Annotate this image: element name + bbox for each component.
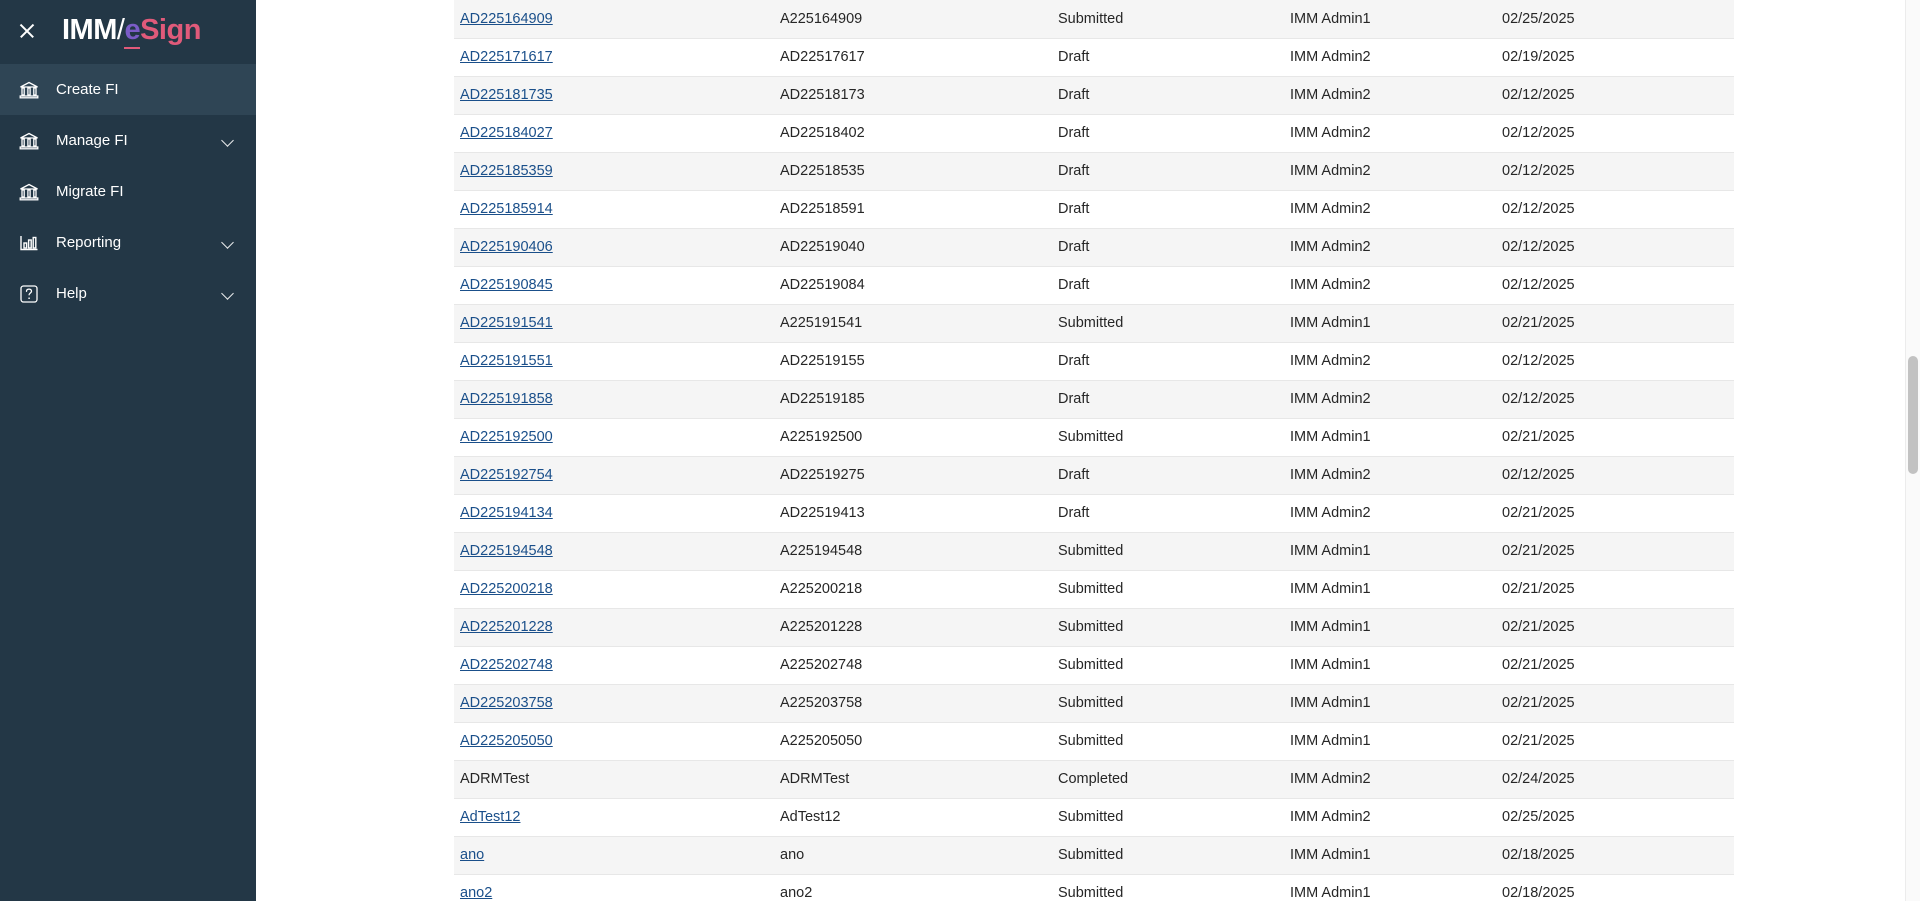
cell-name [454, 836, 774, 874]
cell-id: A225202748 [774, 646, 1052, 684]
cell-status: Submitted [1052, 418, 1284, 456]
cell-owner: IMM Admin1 [1284, 684, 1496, 722]
cell-date: 02/24/2025 [1496, 760, 1734, 798]
cell-name [454, 0, 774, 38]
cell-id: AD22517617 [774, 38, 1052, 76]
cell-id: ano2 [774, 874, 1052, 901]
cell-date: 02/25/2025 [1496, 798, 1734, 836]
sidebar [0, 0, 256, 901]
table-row [454, 760, 1734, 798]
cell-owner: IMM Admin1 [1284, 646, 1496, 684]
cell-name [454, 304, 774, 342]
cell-name [454, 190, 774, 228]
cell-date: 02/21/2025 [1496, 570, 1734, 608]
cell-date: 02/12/2025 [1496, 456, 1734, 494]
table-row [454, 304, 1734, 342]
cell-date: 02/12/2025 [1496, 266, 1734, 304]
logo-slash: / [116, 13, 125, 46]
cell-status: Draft [1052, 228, 1284, 266]
cell-id: AdTest12 [774, 798, 1052, 836]
cell-status: Draft [1052, 38, 1284, 76]
document-link[interactable]: AD225190406 [460, 239, 553, 255]
cell-date: 02/25/2025 [1496, 0, 1734, 38]
table-row [454, 114, 1734, 152]
document-link[interactable]: AD225192754 [460, 467, 553, 483]
bar-chart-icon [16, 234, 42, 252]
document-link[interactable]: AD225194134 [460, 505, 553, 521]
document-link[interactable]: AD225191858 [460, 391, 553, 407]
cell-status: Submitted [1052, 570, 1284, 608]
cell-status: Submitted [1052, 532, 1284, 570]
cell-date: 02/21/2025 [1496, 304, 1734, 342]
cell-status: Draft [1052, 342, 1284, 380]
cell-date: 02/18/2025 [1496, 874, 1734, 901]
cell-owner: IMM Admin1 [1284, 304, 1496, 342]
cell-id: AD22519275 [774, 456, 1052, 494]
cell-owner: IMM Admin1 [1284, 570, 1496, 608]
table-row [454, 380, 1734, 418]
cell-date: 02/21/2025 [1496, 684, 1734, 722]
cell-owner: IMM Admin1 [1284, 608, 1496, 646]
table-row [454, 266, 1734, 304]
cell-id: A225194548 [774, 532, 1052, 570]
cell-status: Draft [1052, 266, 1284, 304]
table-row [454, 874, 1734, 901]
table-row [454, 228, 1734, 266]
cell-owner: IMM Admin2 [1284, 380, 1496, 418]
cell-date: 02/21/2025 [1496, 532, 1734, 570]
document-link[interactable]: AD225191551 [460, 353, 553, 369]
table-row [454, 494, 1734, 532]
document-link[interactable]: ano2 [460, 885, 493, 901]
cell-owner: IMM Admin1 [1284, 532, 1496, 570]
main-content [256, 0, 1920, 901]
document-link[interactable]: AD225185359 [460, 163, 553, 179]
cell-owner: IMM Admin2 [1284, 38, 1496, 76]
bank-icon [16, 183, 42, 201]
table-row [454, 342, 1734, 380]
cell-name [454, 570, 774, 608]
cell-owner: IMM Admin2 [1284, 152, 1496, 190]
sidebar-item-label: Help [56, 285, 87, 302]
table-row [454, 570, 1734, 608]
cell-name [454, 494, 774, 532]
document-link[interactable]: AD225181735 [460, 87, 553, 103]
documents-table [454, 0, 1734, 901]
cell-date: 02/19/2025 [1496, 38, 1734, 76]
cell-owner: IMM Admin2 [1284, 228, 1496, 266]
bank-icon [16, 132, 42, 150]
table-row [454, 0, 1734, 38]
cell-status: Submitted [1052, 798, 1284, 836]
bank-icon [16, 81, 42, 99]
cell-name [454, 798, 774, 836]
document-link[interactable]: AD225194548 [460, 543, 553, 559]
cell-name [454, 76, 774, 114]
cell-date: 02/21/2025 [1496, 418, 1734, 456]
document-link[interactable]: AD225203758 [460, 695, 553, 711]
table-row [454, 532, 1734, 570]
table-row [454, 456, 1734, 494]
cell-owner: IMM Admin1 [1284, 836, 1496, 874]
table-row [454, 608, 1734, 646]
sidebar-item-create-fi[interactable] [0, 64, 256, 115]
cell-owner: IMM Admin2 [1284, 760, 1496, 798]
cell-id: A225203758 [774, 684, 1052, 722]
cell-owner: IMM Admin2 [1284, 342, 1496, 380]
cell-name [454, 532, 774, 570]
cell-owner: IMM Admin1 [1284, 722, 1496, 760]
document-link[interactable]: AD225164909 [460, 10, 553, 27]
cell-owner: IMM Admin2 [1284, 798, 1496, 836]
cell-status: Submitted [1052, 646, 1284, 684]
document-link[interactable]: AD225201228 [460, 619, 553, 635]
document-name: ADRMTest [460, 771, 530, 787]
table-row [454, 190, 1734, 228]
cell-owner: IMM Admin1 [1284, 418, 1496, 456]
cell-date: 02/12/2025 [1496, 152, 1734, 190]
document-link[interactable]: ano [460, 847, 485, 863]
cell-name [454, 342, 774, 380]
sidebar-nav [0, 64, 256, 319]
cell-status: Submitted [1052, 0, 1284, 38]
documents-table-wrapper [454, 0, 1734, 901]
cell-date: 02/21/2025 [1496, 494, 1734, 532]
documents-table-body [454, 0, 1734, 901]
table-row [454, 646, 1734, 684]
cell-id: AD22519084 [774, 266, 1052, 304]
cell-id: ADRMTest [774, 760, 1052, 798]
scrollbar-thumb[interactable] [1908, 356, 1918, 474]
table-row [454, 722, 1734, 760]
cell-owner: IMM Admin2 [1284, 456, 1496, 494]
cell-id: AD22518173 [774, 76, 1052, 114]
cell-status: Submitted [1052, 684, 1284, 722]
cell-name [454, 114, 774, 152]
sidebar-item-label: Migrate FI [56, 183, 124, 200]
document-link[interactable]: AD225192500 [460, 429, 553, 445]
cell-status: Submitted [1052, 836, 1284, 874]
chevron-down-icon[interactable] [221, 134, 234, 147]
table-row [454, 798, 1734, 836]
cell-status: Completed [1052, 760, 1284, 798]
cell-id: AD22519155 [774, 342, 1052, 380]
document-link[interactable]: AD225202748 [460, 657, 553, 673]
sidebar-item-help[interactable] [0, 268, 256, 319]
cell-id: AD22518535 [774, 152, 1052, 190]
document-link[interactable]: AD225191541 [460, 315, 553, 331]
cell-id: A225205050 [774, 722, 1052, 760]
cell-status: Draft [1052, 114, 1284, 152]
chevron-down-icon[interactable] [221, 236, 234, 249]
table-row [454, 836, 1734, 874]
table-row [454, 152, 1734, 190]
table-row [454, 684, 1734, 722]
table-row [454, 418, 1734, 456]
cell-date: 02/12/2025 [1496, 190, 1734, 228]
sidebar-item-label: Reporting [56, 234, 122, 251]
cell-id: AD22519185 [774, 380, 1052, 418]
cell-name [454, 380, 774, 418]
cell-id: A225164909 [774, 0, 1052, 38]
cell-date: 02/21/2025 [1496, 608, 1734, 646]
cell-date: 02/21/2025 [1496, 722, 1734, 760]
table-row [454, 76, 1734, 114]
cell-name [454, 646, 774, 684]
sidebar-header [0, 0, 256, 62]
close-icon[interactable] [16, 20, 38, 42]
sidebar-item-label: Manage FI [56, 132, 128, 149]
document-link[interactable]: AD225205050 [460, 733, 553, 749]
document-link[interactable]: AD225190845 [460, 277, 553, 293]
cell-name [454, 152, 774, 190]
cell-status: Draft [1052, 380, 1284, 418]
cell-status: Draft [1052, 456, 1284, 494]
cell-date: 02/12/2025 [1496, 380, 1734, 418]
cell-id: A225192500 [774, 418, 1052, 456]
cell-id: ano [774, 836, 1052, 874]
cell-owner: IMM Admin2 [1284, 76, 1496, 114]
cell-date: 02/12/2025 [1496, 114, 1734, 152]
logo-sign: Sign [140, 13, 201, 46]
cell-date: 02/18/2025 [1496, 836, 1734, 874]
cell-id: AD22518591 [774, 190, 1052, 228]
sidebar-item-manage-fi[interactable] [0, 115, 256, 166]
document-link[interactable]: AD225200218 [460, 581, 553, 597]
cell-name [454, 228, 774, 266]
question-circle-icon [16, 284, 42, 304]
sidebar-item-migrate-fi[interactable] [0, 166, 256, 217]
document-link[interactable]: AdTest12 [460, 809, 521, 825]
table-row [454, 38, 1734, 76]
sidebar-item-reporting[interactable] [0, 217, 256, 268]
cell-owner: IMM Admin2 [1284, 114, 1496, 152]
cell-status: Submitted [1052, 722, 1284, 760]
cell-id: AD22519040 [774, 228, 1052, 266]
logo-e: e [124, 14, 140, 49]
cell-name [454, 456, 774, 494]
cell-name [454, 38, 774, 76]
document-link[interactable]: AD225184027 [460, 125, 553, 141]
cell-id: A225201228 [774, 608, 1052, 646]
cell-id: A225200218 [774, 570, 1052, 608]
cell-id: AD22518402 [774, 114, 1052, 152]
cell-status: Draft [1052, 190, 1284, 228]
cell-name [454, 874, 774, 901]
document-link[interactable]: AD225185914 [460, 201, 553, 217]
cell-owner: IMM Admin2 [1284, 494, 1496, 532]
sidebar-item-label: Create FI [56, 81, 119, 98]
cell-status: Submitted [1052, 874, 1284, 901]
cell-name [454, 684, 774, 722]
chevron-down-icon[interactable] [221, 287, 234, 300]
cell-id: A225191541 [774, 304, 1052, 342]
cell-owner: IMM Admin1 [1284, 874, 1496, 901]
logo-imm: IMM [62, 13, 117, 46]
cell-status: Draft [1052, 494, 1284, 532]
app-logo [62, 14, 201, 49]
cell-date: 02/12/2025 [1496, 76, 1734, 114]
cell-name [454, 266, 774, 304]
cell-status: Draft [1052, 152, 1284, 190]
cell-date: 02/12/2025 [1496, 342, 1734, 380]
cell-date: 02/12/2025 [1496, 228, 1734, 266]
cell-status: Submitted [1052, 608, 1284, 646]
cell-owner: IMM Admin1 [1284, 0, 1496, 38]
cell-status: Submitted [1052, 304, 1284, 342]
document-link[interactable]: AD225171617 [460, 49, 553, 65]
cell-owner: IMM Admin2 [1284, 190, 1496, 228]
cell-owner: IMM Admin2 [1284, 266, 1496, 304]
cell-name [454, 418, 774, 456]
cell-status: Draft [1052, 76, 1284, 114]
cell-id: AD22519413 [774, 494, 1052, 532]
vertical-scrollbar[interactable] [1905, 0, 1920, 901]
cell-date: 02/21/2025 [1496, 646, 1734, 684]
cell-name [454, 608, 774, 646]
cell-name [454, 760, 774, 798]
cell-name [454, 722, 774, 760]
